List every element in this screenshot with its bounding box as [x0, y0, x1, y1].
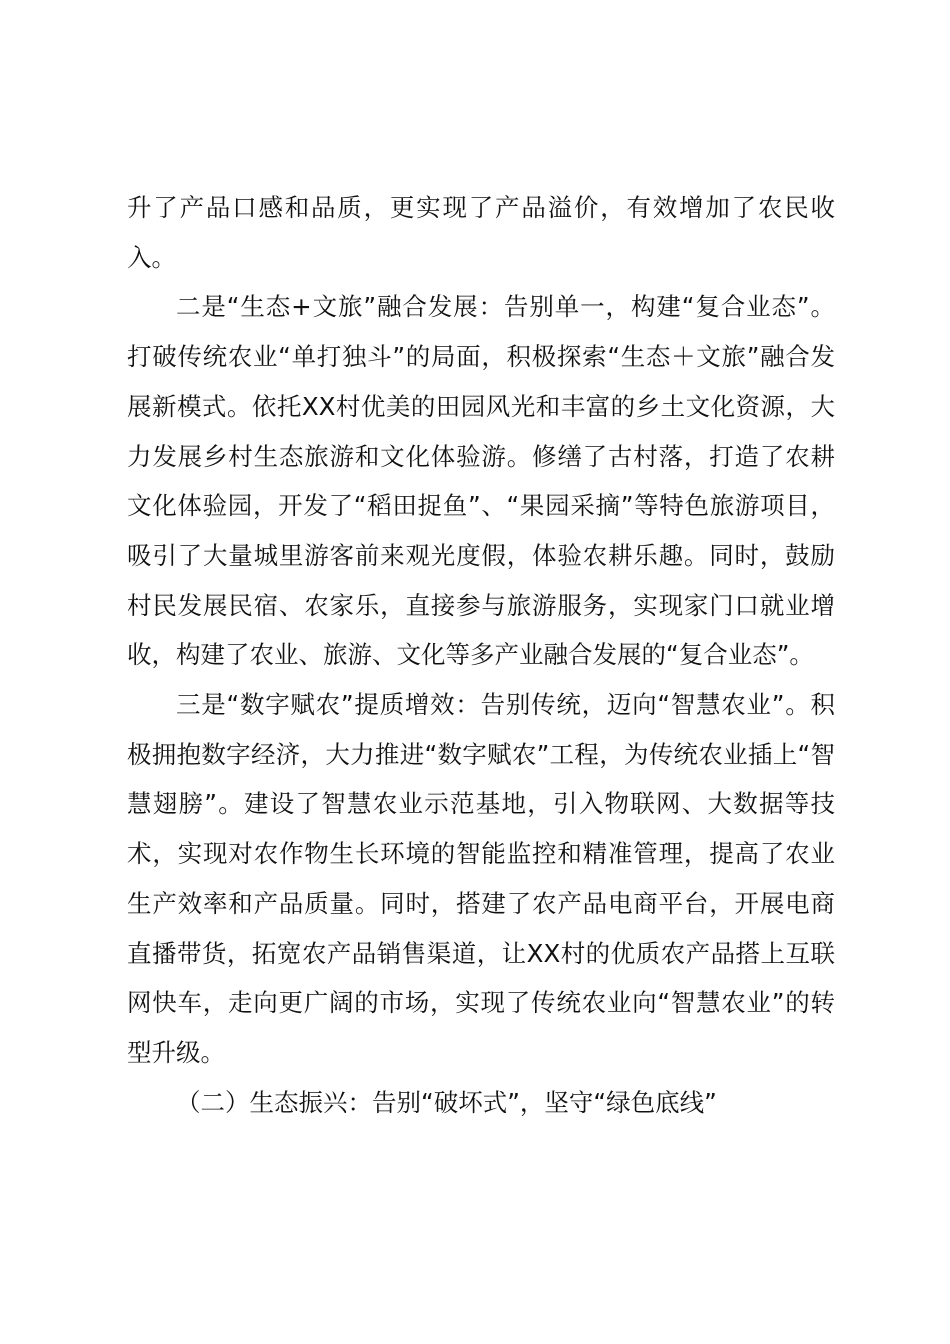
document-body: [127, 183, 835, 1127]
paragraph-digital-agriculture: 三是“数字赋农”提质增效：告别传统，迈向“智慧农业”。积极拥抱数字经济，大力推进“数字赋农”工程，为传统农业插上“智慧翅膀”。建设了智慧农业示范基地，引入物联网、大数据等技术，实现对农作物生长环境的智能监控和精准管理，提高了农业生产效率和产品质量。同时，搭建了农产品电商平台，开展电商直播带货，拓宽农产品销售渠道，让XX村的优质农产品搭上互联网快车，走向更广阔的市场，实现了传统农业向“智慧农业”的转型升级。: [127, 690, 835, 1067]
paragraph-continuation: 升了产品口感和品质，更实现了产品溢价，有效增加了农民收入。: [127, 193, 835, 272]
section-heading-ecological-revitalization: （二）生态振兴：告别“破坏式”，坚守“绿色底线”: [176, 1087, 717, 1117]
paragraph-ecology-tourism: 二是“生态+文旅”融合发展：告别单一，构建“复合业态”。打破传统农业“单打独斗”的局面，积极探索“生态＋文旅”融合发展新模式。依托XX村优美的田园风光和丰富的乡土文化资源，大力发展乡村生态旅游和文化体验游。修缮了古村落，打造了农耕文化体验园，开发了“稻田捉鱼”、“果园采摘”等特色旅游项目，吸引了大量城里游客前来观光度假，体验农耕乐趣。同时，鼓励村民发展民宿、农家乐，直接参与旅游服务，实现家门口就业增收，构建了农业、旅游、文化等多产业融合发展的“复合业态”。: [127, 292, 835, 670]
